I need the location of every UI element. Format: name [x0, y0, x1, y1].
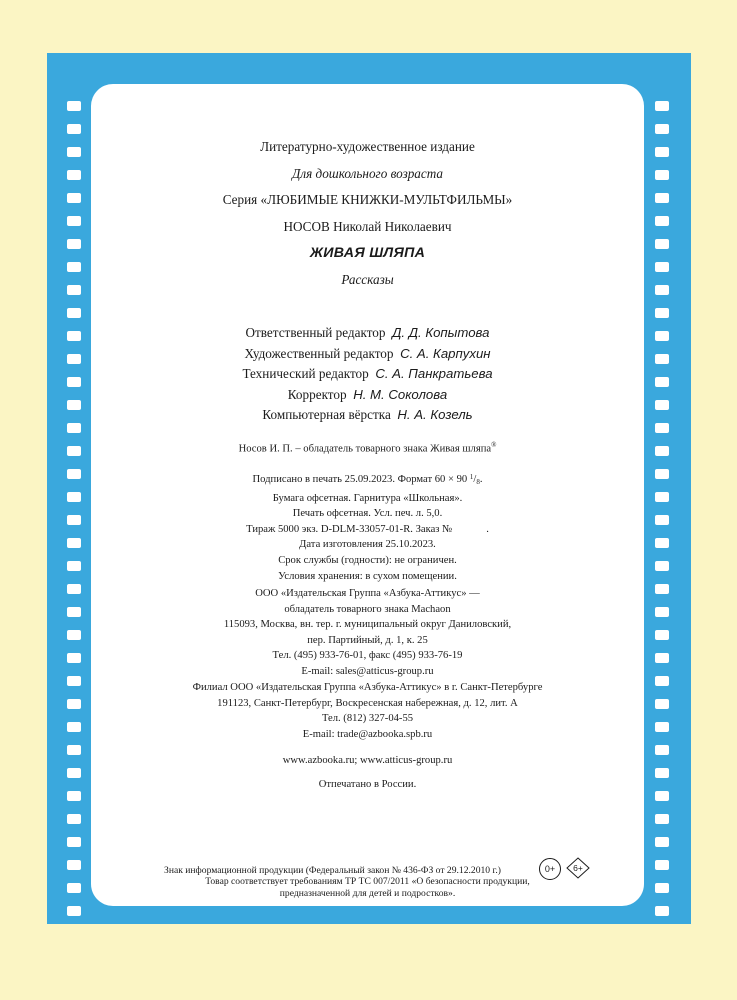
film-perforation: [67, 193, 81, 203]
publisher-address: пер. Партийный, д. 1, к. 25: [307, 634, 428, 646]
film-perforation: [67, 538, 81, 548]
film-perforation: [655, 837, 669, 847]
publisher-trademark: обладатель товарного знака Machaon: [284, 603, 451, 615]
film-perforation: [67, 216, 81, 226]
film-perforation: [67, 262, 81, 272]
film-perforation: [67, 607, 81, 617]
film-perforation: [67, 837, 81, 847]
film-perforation: [67, 722, 81, 732]
film-perforation: [655, 469, 669, 479]
film-perforation: [655, 515, 669, 525]
editor-line: [91, 385, 644, 406]
film-perforation: [67, 124, 81, 134]
branch-name: Филиал ООО «Издательская Группа «Азбука-Аттикус» в г. Санкт-Петербурге: [192, 682, 543, 693]
print-storage: Условия хранения: в сухом помещении.: [278, 570, 457, 582]
info-mark-text: Знак информационной продукции (Федеральный закон № 436-ФЗ от 29.12.2010 г.): [164, 865, 501, 876]
film-perforation: [67, 446, 81, 456]
film-perforation: [67, 860, 81, 870]
film-perforation: [655, 170, 669, 180]
editors-block: [91, 323, 644, 426]
header-block: [91, 134, 644, 294]
branch-email: E-mail: trade@azbooka.spb.ru: [302, 728, 433, 740]
author: НОСОВ Николай Николаевич: [283, 218, 452, 234]
film-perforation: [655, 745, 669, 755]
film-perforation: [655, 676, 669, 686]
book-title: ЖИВАЯ ШЛЯПА: [309, 245, 426, 262]
film-perforation: [655, 262, 669, 272]
film-perforation: [655, 354, 669, 364]
film-perforation: [655, 538, 669, 548]
age-marks: [539, 857, 609, 881]
film-perforation: [655, 400, 669, 410]
film-perforation: [655, 584, 669, 594]
film-perforations-right: [655, 101, 669, 921]
film-perforation: [655, 377, 669, 387]
film-perforation: [67, 354, 81, 364]
editor-line: [91, 364, 644, 385]
film-perforation: [655, 193, 669, 203]
film-perforation: [655, 653, 669, 663]
film-perforation: [67, 469, 81, 479]
film-perforation: [67, 492, 81, 502]
print-service-life: Срок службы (годности): не ограничен.: [278, 554, 457, 566]
film-perforation: [655, 906, 669, 916]
print-printing: Печать офсетная. Усл. печ. л. 5,0.: [292, 508, 443, 520]
publisher-name: ООО «Издательская Группа «Азбука-Аттикус» —: [255, 588, 480, 599]
film-perforation: [67, 400, 81, 410]
film-perforation: [67, 584, 81, 594]
film-perforation: [67, 170, 81, 180]
film-perforation: [655, 285, 669, 295]
film-perforation: [655, 722, 669, 732]
print-run: Тираж 5000 экз. D-DLM-33057-01-R. Заказ № .: [246, 523, 489, 535]
editor-line: [91, 323, 644, 344]
film-perforations-left: [67, 101, 81, 921]
registered-mark: ®: [491, 441, 497, 449]
print-paper: Бумага офсетная. Гарнитура «Школьная».: [272, 492, 463, 504]
editor-line: [91, 344, 644, 365]
film-perforation: [67, 285, 81, 295]
film-strip-frame: [47, 53, 691, 924]
age-rating-diamond-icon: 6+: [566, 857, 590, 879]
film-perforation: [655, 216, 669, 226]
film-perforation: [67, 147, 81, 157]
editor-role: Технический редактор: [242, 366, 369, 382]
audience: Для дошкольного возраста: [291, 165, 444, 181]
film-perforation: [67, 814, 81, 824]
film-perforation: [67, 745, 81, 755]
film-perforation: [655, 607, 669, 617]
branch-address: 191123, Санкт-Петербург, Воскресенская набережная, д. 12, лит. А: [217, 697, 518, 709]
editor-name: С. А. Панкратьева: [375, 366, 493, 382]
film-perforation: [67, 630, 81, 640]
film-perforation: [655, 124, 669, 134]
websites: www.azbooka.ru; www.atticus-group.ru: [282, 755, 453, 766]
editor-role: Художественный редактор: [244, 345, 394, 361]
film-perforation: [67, 515, 81, 525]
editor-role: Корректор: [287, 386, 347, 402]
publisher-block: [91, 586, 644, 680]
editor-name: С. А. Карпухин: [400, 345, 491, 361]
series: Серия «ЛЮБИМЫЕ КНИЖКИ-МУЛЬТФИЛЬМЫ»: [222, 192, 513, 208]
film-perforation: [67, 377, 81, 387]
film-perforation: [655, 331, 669, 341]
film-perforation: [655, 630, 669, 640]
publisher-phone: Тел. (495) 933-76-01, факс (495) 933-76-19: [272, 650, 463, 662]
editor-name: Д. Д. Копытова: [392, 325, 490, 340]
trademark-line: [91, 438, 644, 457]
film-perforation: [655, 814, 669, 824]
editor-name: Н. М. Соколова: [353, 386, 448, 402]
editor-line: [91, 405, 644, 426]
print-signed: Подписано в печать 25.09.2023. Формат 60 × 90 $^1$/8.: [252, 473, 483, 486]
film-perforation: [655, 423, 669, 433]
compliance-text: предназначенной для детей и подростков».: [279, 887, 456, 899]
film-perforation: [655, 791, 669, 801]
compliance-text: Товар соответствует требованиям ТР ТС 007/2011 «О безопасности продукции,: [205, 876, 530, 888]
film-perforation: [67, 653, 81, 663]
print-manufactured: Дата изготовления 25.10.2023.: [299, 539, 436, 551]
film-perforation: [67, 676, 81, 686]
film-perforation: [67, 239, 81, 249]
film-perforation: [67, 699, 81, 709]
print-info-block: [91, 470, 644, 584]
film-perforation: [655, 147, 669, 157]
film-perforation: [655, 101, 669, 111]
film-perforation: [67, 791, 81, 801]
editor-role: Компьютерная вёрстка: [262, 407, 391, 423]
film-perforation: [655, 308, 669, 318]
branch-phone: Тел. (812) 327-04-55: [321, 713, 414, 725]
film-perforation: [67, 768, 81, 778]
publisher-email: E-mail: sales@atticus-group.ru: [301, 665, 434, 677]
trademark-text: Носов И. П. – обладатель товарного знака Живая шляпа: [238, 443, 492, 455]
film-perforation: [67, 308, 81, 318]
age-rating-circle-icon: 0+: [539, 858, 561, 880]
film-perforation: [67, 423, 81, 433]
film-perforation: [655, 883, 669, 893]
imprint-card: [91, 84, 644, 906]
film-perforation: [655, 492, 669, 502]
editor-name: Н. А. Козель: [397, 407, 473, 423]
film-perforation: [655, 561, 669, 571]
film-perforation: [67, 101, 81, 111]
publisher-address: 115093, Москва, вн. тер. г. муниципальный округ Даниловский,: [223, 619, 512, 631]
film-perforation: [655, 239, 669, 249]
film-perforation: [655, 446, 669, 456]
film-perforation: [67, 331, 81, 341]
film-perforation: [655, 860, 669, 870]
film-perforation: [67, 561, 81, 571]
edition-type: Литературно-художественное издание: [260, 139, 475, 154]
printed-in: Отпечатано в России.: [318, 779, 417, 790]
branch-block: [91, 680, 644, 742]
film-perforation: [655, 768, 669, 778]
genre: Рассказы: [341, 271, 394, 287]
film-perforation: [67, 906, 81, 916]
film-perforation: [67, 883, 81, 893]
editor-role: Ответственный редактор: [245, 325, 386, 340]
film-perforation: [655, 699, 669, 709]
